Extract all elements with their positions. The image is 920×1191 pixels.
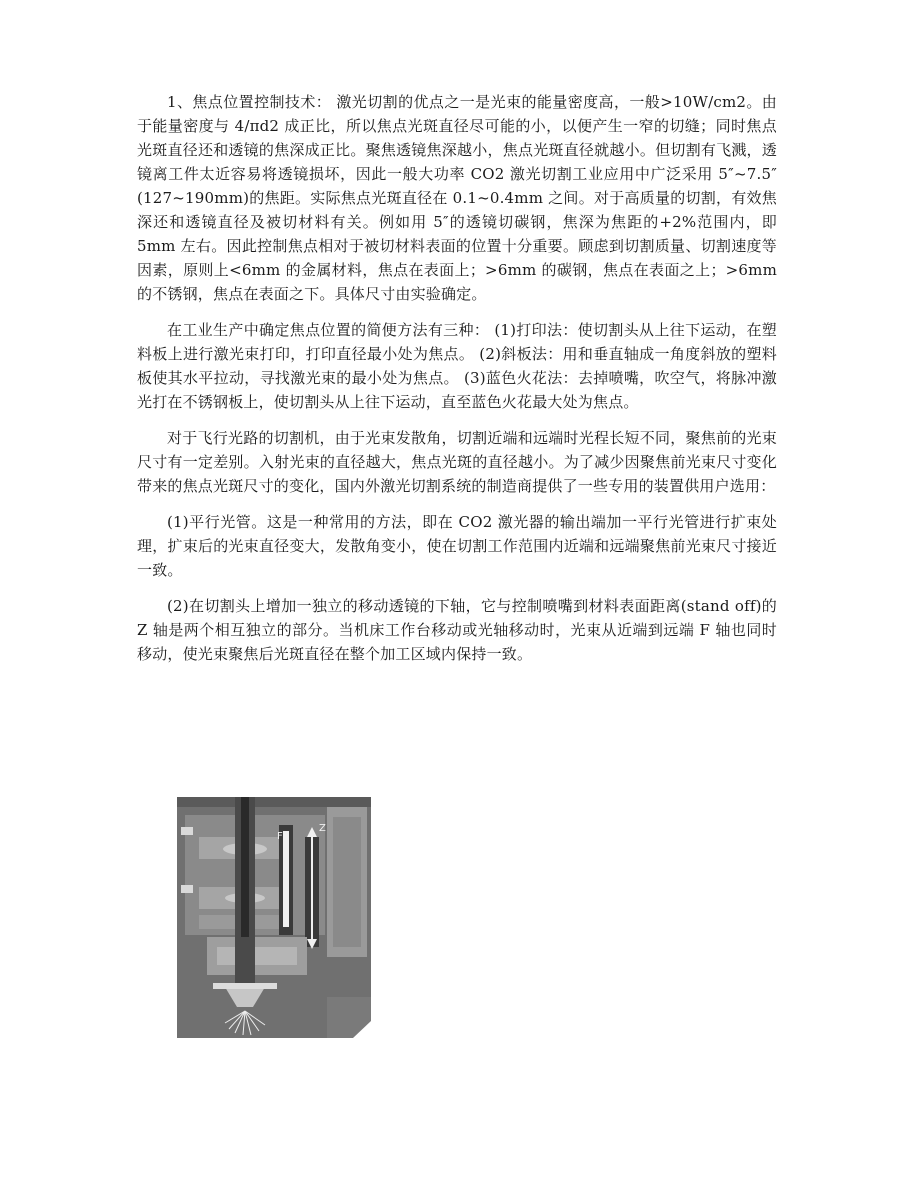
paragraph-moving-lens: (2)在切割头上增加一独立的移动透镜的下轴，它与控制喷嘴到材料表面距离(stand off)的 Z 轴是两个相互独立的部分。当机床工作台移动或光轴移动时，光束从近端到远端 F 轴也同时移动，使光束聚焦后光斑直径在整个加工区域内保持一致。 [137,597,777,663]
paragraph-collimator: (1)平行光管。这是一种常用的方法，即在 CO2 激光器的输出端加一平行光管进行扩束处理，扩束后的光束直径变大，发散角变小，使在切割工作范围内近端和远端聚焦前光束尺寸接近一致。 [137,513,777,579]
paragraph-flying-optics: 对于飞行光路的切割机，由于光束发散角，切割近端和远端时光程长短不同，聚焦前的光束尺寸有一定差别。入射光束的直径越大，焦点光斑的直径越小。为了减少因聚焦前光束尺寸变化带来的焦点光斑尺寸的变化，国内外激光切割系统的制造商提供了一些专用的装置供用户选用： [137,429,777,495]
cutting-head-figure [177,797,371,1038]
z-axis-label: Z [319,823,326,834]
f-axis-label: F [277,831,283,842]
cutting-head-diagram [177,797,371,1038]
body-text [137,90,777,678]
paragraph-focus-methods: 在工业生产中确定焦点位置的简便方法有三种： (1)打印法：使切割头从上往下运动，在塑料板上进行激光束打印，打印直径最小处为焦点。 (2)斜板法：用和垂直轴成一角度斜放的塑料板使其水平拉动，寻找激光束的最小处为焦点。 (3)蓝色火花法：去掉喷嘴，吹空气，将脉冲激光打在不锈钢板上，使切割头从上往下运动，直至蓝色火花最大处为焦点。 [137,321,777,411]
paragraph-focus-control: 1、焦点位置控制技术： 激光切割的优点之一是光束的能量密度高，一般>10W/cm2。由于能量密度与 4/πd2 成正比，所以焦点光斑直径尽可能的小，以便产生一窄的切缝；同时焦点光斑直径还和透镜的焦深成正比。聚焦透镜焦深越小，焦点光斑直径就越小。但切割有飞溅，透镜离工件太近容易将透镜损坏，因此一般大功率 CO2 激光切割工业应用中广泛采用 5″~7.5″ (127~190mm)的焦距。实际焦点光斑直径在 0.1~0.4mm 之间。对于高质量的切割，有效焦深还和透镜直径及被切材料有关。例如用 5″的透镜切碳钢，焦深为焦距的+2%范围内，即 5mm 左右。因此控制焦点相对于被切材料表面的位置十分重要。顾虑到切割质量、切割速度等因素，原则上<6mm 的金属材料，焦点在表面上；>6mm 的碳钢，焦点在表面之上；>6mm 的不锈钢，焦点在表面之下。具体尺寸由实验确定。 [137,93,777,303]
